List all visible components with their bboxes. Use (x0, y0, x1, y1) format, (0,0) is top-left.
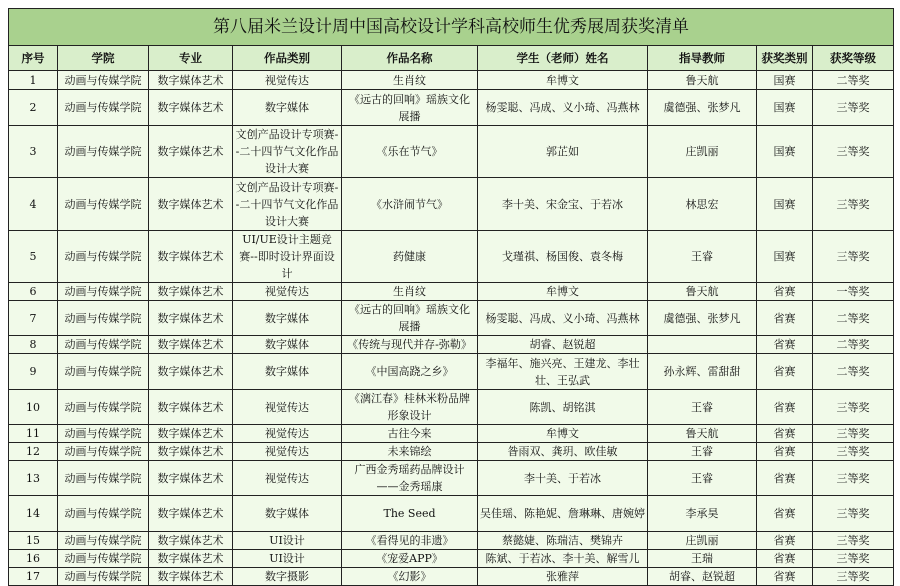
cell-category: 文创产品设计专项赛--二十四节气文化作品设计大赛 (233, 178, 342, 231)
cell-students: 吴佳瑶、陈艳妮、詹琳琳、唐婉婷 (478, 496, 648, 532)
cell-work-title: 《远古的回响》瑶族文化展播 (342, 301, 478, 336)
column-header-advisor: 指导教师 (648, 46, 757, 71)
cell-award-type: 省赛 (757, 301, 813, 336)
cell-college: 动画与传媒学院 (58, 550, 149, 568)
cell-major: 数字媒体艺术 (149, 354, 233, 390)
cell-work-title: 未来锦绘 (342, 443, 478, 461)
cell-work-title: 生肖纹 (342, 71, 478, 90)
cell-index: 16 (9, 550, 58, 568)
cell-major: 数字媒体艺术 (149, 71, 233, 90)
cell-students: 牟博文 (478, 71, 648, 90)
cell-index: 14 (9, 496, 58, 532)
awards-table (8, 8, 894, 586)
cell-college: 动画与传媒学院 (58, 461, 149, 496)
cell-college: 动画与传媒学院 (58, 425, 149, 443)
cell-award-level: 三等奖 (813, 231, 894, 283)
table-row (9, 71, 894, 90)
table-row (9, 336, 894, 354)
cell-award-level: 二等奖 (813, 354, 894, 390)
cell-advisor: 王瑞 (648, 550, 757, 568)
cell-index: 9 (9, 354, 58, 390)
cell-award-type: 国赛 (757, 71, 813, 90)
cell-advisor (648, 336, 757, 354)
cell-major: 数字媒体艺术 (149, 443, 233, 461)
cell-index: 12 (9, 443, 58, 461)
cell-students: 杨雯聪、冯成、义小琦、冯燕林 (478, 301, 648, 336)
cell-award-type: 国赛 (757, 90, 813, 126)
cell-award-level: 三等奖 (813, 568, 894, 586)
cell-work-title: 《乐在节气》 (342, 126, 478, 178)
cell-major: 数字媒体艺术 (149, 532, 233, 550)
cell-college: 动画与传媒学院 (58, 126, 149, 178)
table-row (9, 443, 894, 461)
cell-award-level: 一等奖 (813, 283, 894, 301)
cell-major: 数字媒体艺术 (149, 425, 233, 443)
cell-award-level: 三等奖 (813, 126, 894, 178)
cell-college: 动画与传媒学院 (58, 443, 149, 461)
cell-award-level: 三等奖 (813, 90, 894, 126)
cell-students: 蔡懿婕、陈瑞洁、樊锦卉 (478, 532, 648, 550)
cell-index: 13 (9, 461, 58, 496)
cell-work-title: 生肖纹 (342, 283, 478, 301)
cell-advisor: 庄凯丽 (648, 126, 757, 178)
table-row (9, 496, 894, 532)
table-row (9, 532, 894, 550)
table-row (9, 425, 894, 443)
table-title: 第八届米兰设计周中国高校设计学科高校师生优秀展周获奖清单 (9, 9, 894, 46)
cell-advisor: 庄凯丽 (648, 532, 757, 550)
cell-college: 动画与传媒学院 (58, 532, 149, 550)
cell-major: 数字媒体艺术 (149, 301, 233, 336)
cell-index: 15 (9, 532, 58, 550)
cell-college: 动画与传媒学院 (58, 71, 149, 90)
cell-award-level: 三等奖 (813, 550, 894, 568)
cell-college: 动画与传媒学院 (58, 390, 149, 425)
cell-work-title: 《传统与现代并存-弥勒》 (342, 336, 478, 354)
cell-work-title: 《漓江春》桂林米粉品牌形象设计 (342, 390, 478, 425)
cell-students: 昝雨双、龚玥、欧佳敏 (478, 443, 648, 461)
table-row (9, 568, 894, 586)
cell-college: 动画与传媒学院 (58, 336, 149, 354)
table-row (9, 390, 894, 425)
cell-major: 数字媒体艺术 (149, 178, 233, 231)
cell-major: 数字媒体艺术 (149, 231, 233, 283)
cell-college: 动画与传媒学院 (58, 301, 149, 336)
cell-award-type: 省赛 (757, 443, 813, 461)
cell-major: 数字媒体艺术 (149, 496, 233, 532)
cell-category: 视觉传达 (233, 390, 342, 425)
cell-index: 3 (9, 126, 58, 178)
cell-students: 胡睿、赵锐超 (478, 336, 648, 354)
cell-advisor: 鲁天航 (648, 71, 757, 90)
cell-major: 数字媒体艺术 (149, 550, 233, 568)
column-header-award-level: 获奖等级 (813, 46, 894, 71)
column-header-students: 学生（老师）姓名 (478, 46, 648, 71)
table-row (9, 461, 894, 496)
cell-award-type: 省赛 (757, 425, 813, 443)
cell-index: 11 (9, 425, 58, 443)
table-row (9, 178, 894, 231)
cell-award-type: 国赛 (757, 231, 813, 283)
column-header-college: 学院 (58, 46, 149, 71)
column-header-work-title: 作品名称 (342, 46, 478, 71)
cell-work-title: 《看得见的非遗》 (342, 532, 478, 550)
cell-college: 动画与传媒学院 (58, 568, 149, 586)
cell-award-type: 省赛 (757, 461, 813, 496)
cell-students: 陈斌、于若冰、李十美、解雪儿 (478, 550, 648, 568)
cell-category: UI设计 (233, 550, 342, 568)
cell-award-level: 三等奖 (813, 178, 894, 231)
cell-major: 数字媒体艺术 (149, 390, 233, 425)
cell-award-level: 二等奖 (813, 336, 894, 354)
cell-work-title: 《宠爱APP》 (342, 550, 478, 568)
cell-category: 视觉传达 (233, 443, 342, 461)
cell-index: 8 (9, 336, 58, 354)
cell-college: 动画与传媒学院 (58, 354, 149, 390)
cell-index: 7 (9, 301, 58, 336)
cell-major: 数字媒体艺术 (149, 568, 233, 586)
cell-index: 4 (9, 178, 58, 231)
cell-major: 数字媒体艺术 (149, 336, 233, 354)
cell-advisor: 王睿 (648, 390, 757, 425)
cell-work-title: 《水浒闹节气》 (342, 178, 478, 231)
table-row (9, 301, 894, 336)
cell-students: 张雅萍 (478, 568, 648, 586)
cell-work-title: 古往今来 (342, 425, 478, 443)
cell-index: 10 (9, 390, 58, 425)
cell-index: 5 (9, 231, 58, 283)
cell-students: 牟博文 (478, 425, 648, 443)
cell-college: 动画与传媒学院 (58, 90, 149, 126)
cell-students: 牟博文 (478, 283, 648, 301)
table-row (9, 354, 894, 390)
cell-category: 数字媒体 (233, 301, 342, 336)
cell-advisor: 林思宏 (648, 178, 757, 231)
cell-award-level: 三等奖 (813, 496, 894, 532)
cell-award-type: 省赛 (757, 550, 813, 568)
cell-index: 17 (9, 568, 58, 586)
table-row (9, 550, 894, 568)
cell-category: 数字媒体 (233, 354, 342, 390)
cell-award-type: 省赛 (757, 496, 813, 532)
column-header-category: 作品类别 (233, 46, 342, 71)
cell-award-level: 三等奖 (813, 532, 894, 550)
table-row (9, 231, 894, 283)
cell-students: 郭芷如 (478, 126, 648, 178)
cell-college: 动画与传媒学院 (58, 178, 149, 231)
cell-major: 数字媒体艺术 (149, 283, 233, 301)
cell-major: 数字媒体艺术 (149, 90, 233, 126)
cell-students: 李十美、于若冰 (478, 461, 648, 496)
cell-award-type: 省赛 (757, 283, 813, 301)
cell-college: 动画与传媒学院 (58, 231, 149, 283)
cell-work-title: 广西金秀瑶药品牌设计——金秀瑶康 (342, 461, 478, 496)
cell-category: 数字媒体 (233, 496, 342, 532)
cell-award-type: 省赛 (757, 354, 813, 390)
cell-award-level: 三等奖 (813, 390, 894, 425)
cell-work-title: 《幻影》 (342, 568, 478, 586)
cell-award-level: 三等奖 (813, 443, 894, 461)
cell-students: 李十美、宋金宝、于若冰 (478, 178, 648, 231)
cell-major: 数字媒体艺术 (149, 126, 233, 178)
cell-advisor: 李承昊 (648, 496, 757, 532)
column-header-index: 序号 (9, 46, 58, 71)
cell-category: 文创产品设计专项赛--二十四节气文化作品设计大赛 (233, 126, 342, 178)
cell-category: UI设计 (233, 532, 342, 550)
cell-advisor: 王睿 (648, 231, 757, 283)
cell-category: 数字媒体 (233, 90, 342, 126)
cell-advisor: 孙永辉、雷甜甜 (648, 354, 757, 390)
cell-index: 2 (9, 90, 58, 126)
cell-advisor: 胡睿、赵锐超 (648, 568, 757, 586)
cell-award-type: 国赛 (757, 126, 813, 178)
cell-college: 动画与传媒学院 (58, 283, 149, 301)
cell-index: 6 (9, 283, 58, 301)
cell-award-level: 三等奖 (813, 425, 894, 443)
table-row (9, 90, 894, 126)
cell-category: UI/UE设计主题竞赛--即时设计界面设计 (233, 231, 342, 283)
cell-award-type: 省赛 (757, 532, 813, 550)
cell-major: 数字媒体艺术 (149, 461, 233, 496)
cell-advisor: 鲁天航 (648, 425, 757, 443)
cell-advisor: 鲁天航 (648, 283, 757, 301)
cell-advisor: 虞德强、张梦凡 (648, 301, 757, 336)
cell-students: 陈凯、胡铭淇 (478, 390, 648, 425)
cell-advisor: 虞德强、张梦凡 (648, 90, 757, 126)
cell-students: 杨雯聪、冯成、义小琦、冯燕林 (478, 90, 648, 126)
cell-award-type: 省赛 (757, 568, 813, 586)
cell-category: 视觉传达 (233, 425, 342, 443)
cell-work-title: 《远古的回响》瑶族文化展播 (342, 90, 478, 126)
cell-category: 数字摄影 (233, 568, 342, 586)
cell-advisor: 王睿 (648, 461, 757, 496)
cell-award-type: 省赛 (757, 390, 813, 425)
column-header-major: 专业 (149, 46, 233, 71)
cell-award-level: 二等奖 (813, 71, 894, 90)
cell-advisor: 王睿 (648, 443, 757, 461)
cell-award-type: 国赛 (757, 178, 813, 231)
cell-college: 动画与传媒学院 (58, 496, 149, 532)
cell-award-level: 二等奖 (813, 301, 894, 336)
cell-award-type: 省赛 (757, 336, 813, 354)
cell-students: 李福年、施兴亮、王建龙、李壮壮、王弘武 (478, 354, 648, 390)
cell-students: 戈瑾祺、杨国俊、袁冬梅 (478, 231, 648, 283)
cell-category: 数字媒体 (233, 336, 342, 354)
header-row (9, 46, 894, 71)
table-row (9, 126, 894, 178)
column-header-award-type: 获奖类别 (757, 46, 813, 71)
cell-category: 视觉传达 (233, 71, 342, 90)
table-row (9, 283, 894, 301)
cell-index: 1 (9, 71, 58, 90)
cell-work-title: The Seed (342, 496, 478, 532)
cell-award-level: 三等奖 (813, 461, 894, 496)
cell-work-title: 《中国高跷之乡》 (342, 354, 478, 390)
cell-category: 视觉传达 (233, 283, 342, 301)
cell-work-title: 药健康 (342, 231, 478, 283)
cell-category: 视觉传达 (233, 461, 342, 496)
